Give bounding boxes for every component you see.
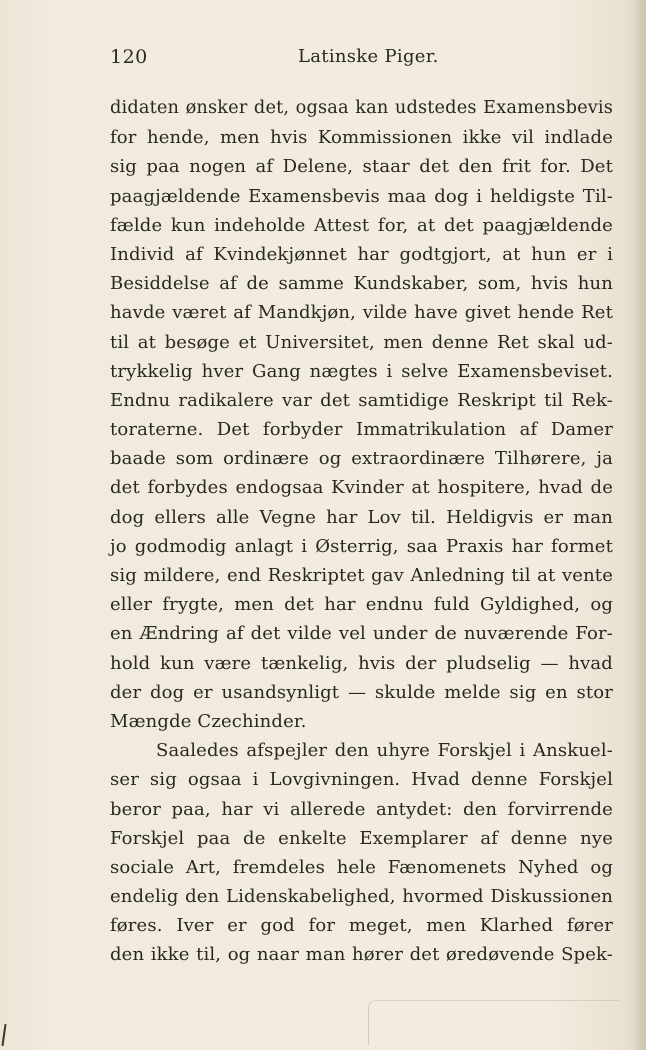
text-line: sociale Art, fremdeles hele Fænomenets Nyhed og xyxy=(110,856,613,878)
text-line: Endnu radikalere var det samtidige Reskript til Rek- xyxy=(110,389,613,411)
text-line: paagjældende Examensbevis maa dog i heldigste Til- xyxy=(110,185,613,207)
text-line: hold kun være tænkelig, hvis der pludselig — hvad xyxy=(110,652,613,674)
text-line: baade som ordinære og extraordinære Tilhørere, ja xyxy=(110,448,613,470)
text-line: en Ændring af det vilde vel under de nuværende For- xyxy=(110,623,613,645)
text-line: Saaledes afspejler den uhyre Forskjel i Anskuel- xyxy=(156,740,613,762)
text-line: Individ af Kvindekjønnet har godtgjort, at hun er i xyxy=(110,243,613,265)
text-line: dog ellers alle Vegne har Lov til. Heldigvis er man xyxy=(110,506,613,528)
text-line: den ikke til, og naar man hører det øredøvende Spek- xyxy=(110,944,613,966)
text-line: beror paa, har vi allerede antydet: den forvirrende xyxy=(110,798,613,820)
text-line: havde været af Mandkjøn, vilde have givet hende Ret xyxy=(110,302,613,324)
text-line: for hende, men hvis Kommissionen ikke vil indlade xyxy=(110,127,613,149)
text-line: trykkelig hver Gang nægtes i selve Examensbeviset. xyxy=(110,360,613,382)
text-line: det forbydes endogsaa Kvinder at hospitere, hvad de xyxy=(110,477,613,499)
text-line: Mængde Czechinder. xyxy=(110,710,307,732)
running-title: Latinske Piger. xyxy=(298,46,439,67)
text-line: endelig den Lidenskabelighed, hvormed Diskussionen xyxy=(110,886,613,908)
text-line: eller frygte, men det har endnu fuld Gyldighed, og xyxy=(110,594,613,616)
scan-mark xyxy=(1,1024,6,1046)
text-line: ser sig ogsaa i Lovgivningen. Hvad denne Forskjel xyxy=(110,769,613,791)
page-number: 120 xyxy=(110,46,148,68)
text-line: Forskjel paa de enkelte Exemplarer af denne nye xyxy=(110,827,613,849)
text-line: føres. Iver er god for meget, men Klarhed fører xyxy=(110,915,613,937)
page-edge-shadow xyxy=(632,0,646,1050)
text-line: fælde kun indeholde Attest for, at det paagjældende xyxy=(110,214,613,236)
body-text xyxy=(110,94,613,970)
text-line: jo godmodig anlagt i Østerrig, saa Praxis har formet xyxy=(110,535,613,557)
text-line: toraterne. Det forbyder Immatrikulation af Damer xyxy=(110,419,613,441)
page-header xyxy=(110,46,613,76)
text-line: til at besøge et Universitet, men denne Ret skal ud- xyxy=(110,331,613,353)
text-line: sig mildere, end Reskriptet gav Anledning til at vente xyxy=(110,565,613,586)
scan-artifact xyxy=(368,1000,619,1045)
text-line: der dog er usandsynligt — skulde melde sig en stor xyxy=(110,681,613,703)
text-line: sig paa nogen af Delene, staar det den frit for. Det xyxy=(110,156,613,178)
text-line: Besiddelse af de samme Kundskaber, som, hvis hun xyxy=(110,273,613,295)
text-line: didaten ønsker det, ogsaa kan udstedes Examensbevis xyxy=(110,98,613,118)
